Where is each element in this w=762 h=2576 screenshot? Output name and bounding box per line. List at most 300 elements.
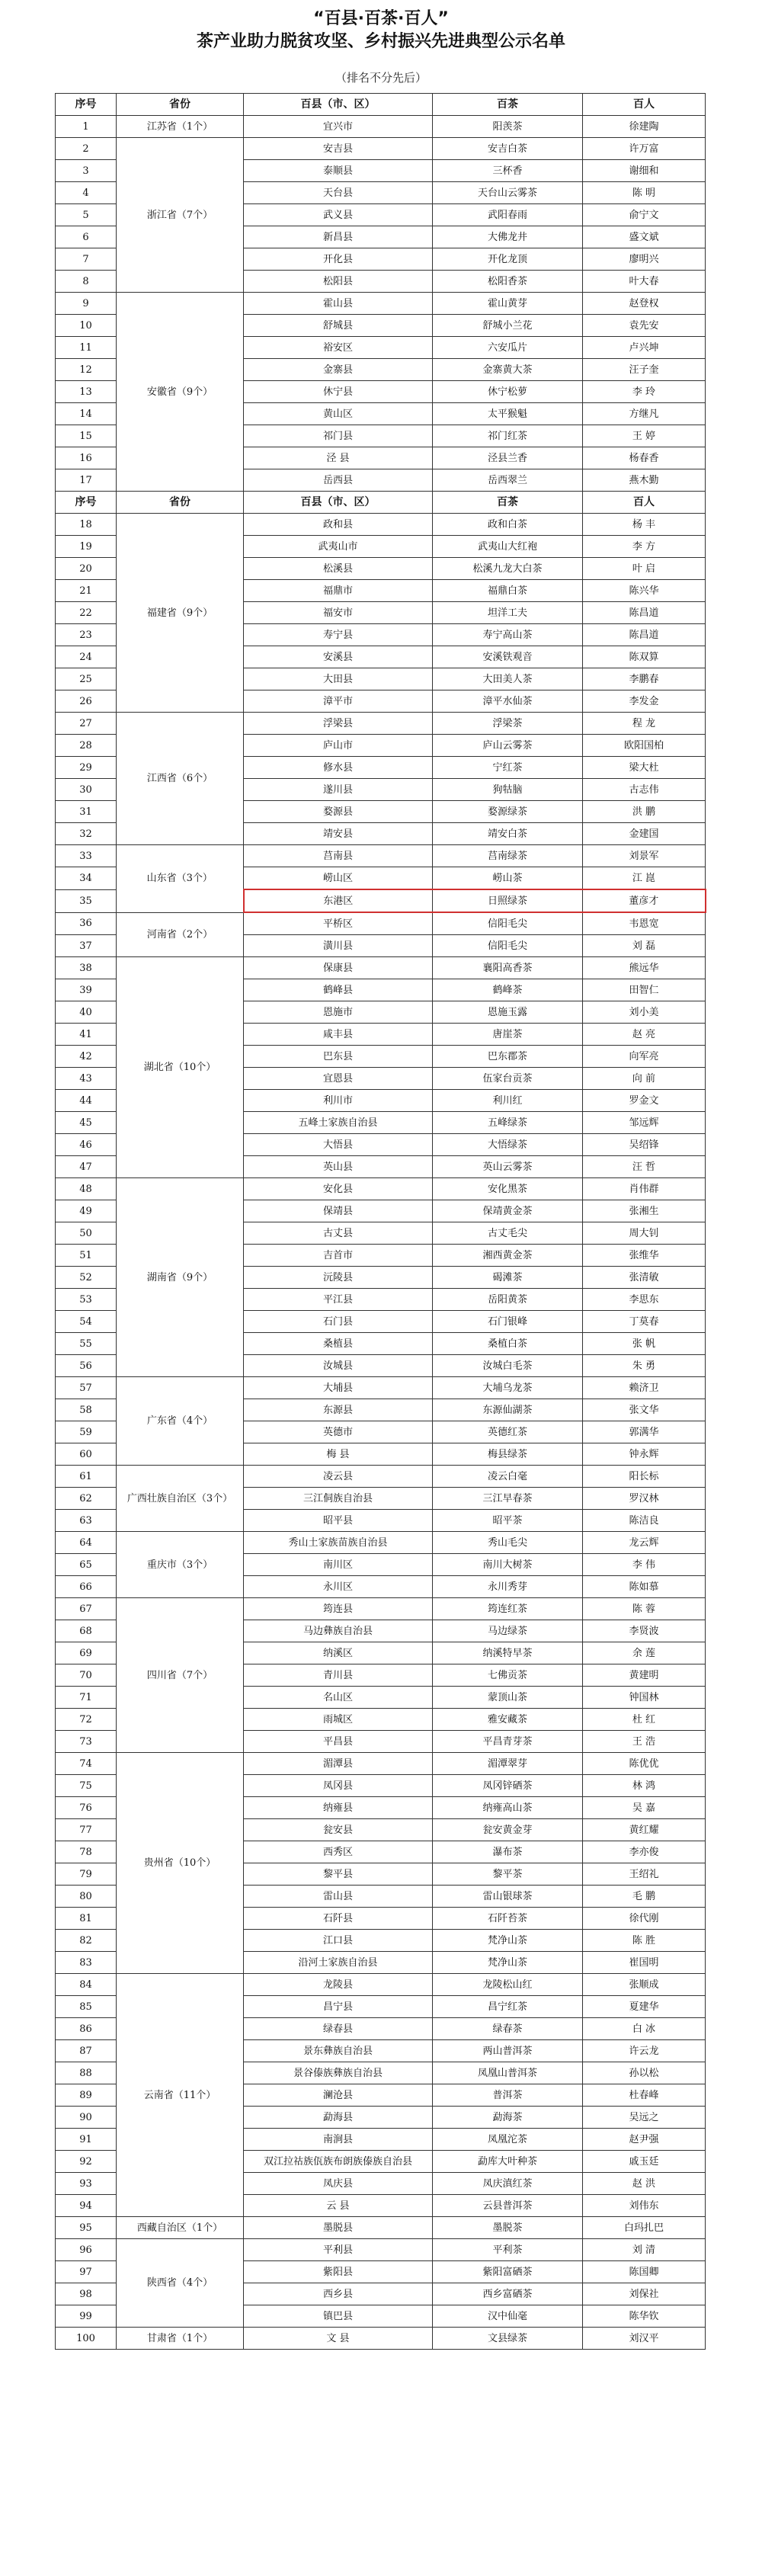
row-number: 99: [56, 2305, 117, 2328]
county-name: 漳平市: [244, 690, 433, 713]
county-name: 纳雍县: [244, 1797, 433, 1819]
tea-name: 坦洋工夫: [433, 602, 583, 624]
tea-name: 大埔乌龙茶: [433, 1377, 583, 1399]
person-name: 赵 亮: [583, 1024, 706, 1046]
tea-name: 东源仙湖茶: [433, 1399, 583, 1421]
tea-name: 伍家台贡茶: [433, 1068, 583, 1090]
person-name: 古志伟: [583, 779, 706, 801]
county-name: 松阳县: [244, 271, 433, 293]
person-name: 夏建华: [583, 1996, 706, 2018]
person-name: 郭满华: [583, 1421, 706, 1443]
row-number: 38: [56, 957, 117, 979]
row-number: 44: [56, 1090, 117, 1112]
person-name: 陈 蓉: [583, 1598, 706, 1620]
row-number: 28: [56, 735, 117, 757]
row-number: 81: [56, 1908, 117, 1930]
county-name: 雷山县: [244, 1886, 433, 1908]
row-number: 45: [56, 1112, 117, 1134]
tea-name: 利川红: [433, 1090, 583, 1112]
person-name: 肖伟群: [583, 1178, 706, 1200]
county-name: 双江拉祜族佤族布朗族傣族自治县: [244, 2151, 433, 2173]
row-number: 8: [56, 271, 117, 293]
tea-name: 汝城白毛茶: [433, 1355, 583, 1377]
tea-name: 庐山云雾茶: [433, 735, 583, 757]
county-name: 安溪县: [244, 646, 433, 668]
person-name: 杨春香: [583, 447, 706, 469]
row-number: 32: [56, 823, 117, 845]
tea-name: 墨脱茶: [433, 2217, 583, 2239]
person-name: 吴远之: [583, 2107, 706, 2129]
county-name: 平昌县: [244, 1731, 433, 1753]
person-name: 陈昌道: [583, 624, 706, 646]
county-name: 莒南县: [244, 845, 433, 867]
county-name: 松溪县: [244, 558, 433, 580]
row-number: 34: [56, 867, 117, 890]
row-number: 50: [56, 1222, 117, 1245]
person-name: 刘汉平: [583, 2328, 706, 2350]
tea-name: 松阳香茶: [433, 271, 583, 293]
header-tea: 百茶: [433, 94, 583, 116]
table-row: [56, 713, 706, 735]
person-name: 毛 鹏: [583, 1886, 706, 1908]
row-number: 24: [56, 646, 117, 668]
tea-name: 勐海茶: [433, 2107, 583, 2129]
person-name: 刘伟东: [583, 2195, 706, 2217]
county-name: 名山区: [244, 1687, 433, 1709]
person-name: 李贤波: [583, 1620, 706, 1642]
header-county: 百县（市、区）: [244, 492, 433, 514]
row-number: 22: [56, 602, 117, 624]
county-name: 咸丰县: [244, 1024, 433, 1046]
row-number: 47: [56, 1156, 117, 1178]
county-name: 遂川县: [244, 779, 433, 801]
table-row: [56, 1532, 706, 1554]
tea-name: 绿春茶: [433, 2018, 583, 2040]
person-name: 刘景军: [583, 845, 706, 867]
person-name: 张顺成: [583, 1974, 706, 1996]
person-name: 戚玉廷: [583, 2151, 706, 2173]
list-table: [55, 93, 706, 2350]
county-name: 泰顺县: [244, 160, 433, 182]
county-name: 庐山市: [244, 735, 433, 757]
row-number: 3: [56, 160, 117, 182]
county-name: 西秀区: [244, 1841, 433, 1863]
tea-name: 秀山毛尖: [433, 1532, 583, 1554]
tea-name: 安化黑茶: [433, 1178, 583, 1200]
row-number: 54: [56, 1311, 117, 1333]
row-number: 64: [56, 1532, 117, 1554]
county-name: 黄山区: [244, 403, 433, 425]
person-name: 罗汉林: [583, 1488, 706, 1510]
tea-name: 瀑布茶: [433, 1841, 583, 1863]
row-number: 16: [56, 447, 117, 469]
county-name: 大悟县: [244, 1134, 433, 1156]
county-name: 黎平县: [244, 1863, 433, 1886]
row-number: 68: [56, 1620, 117, 1642]
person-name: 张维华: [583, 1245, 706, 1267]
county-name: 梅 县: [244, 1443, 433, 1466]
county-name: 恩施市: [244, 1001, 433, 1024]
person-name: 黄建明: [583, 1664, 706, 1687]
person-name: 李亦俊: [583, 1841, 706, 1863]
row-number: 62: [56, 1488, 117, 1510]
person-name: 叶 启: [583, 558, 706, 580]
tea-name: 筠连红茶: [433, 1598, 583, 1620]
person-name: 李 方: [583, 536, 706, 558]
county-name: 靖安县: [244, 823, 433, 845]
county-name: 沅陵县: [244, 1267, 433, 1289]
person-name: 徐代刚: [583, 1908, 706, 1930]
person-name: 陈优优: [583, 1753, 706, 1775]
person-name: 金建国: [583, 823, 706, 845]
person-name: 卢兴坤: [583, 337, 706, 359]
person-name: 向军亮: [583, 1046, 706, 1068]
row-number: 79: [56, 1863, 117, 1886]
row-number: 86: [56, 2018, 117, 2040]
table-row: [56, 957, 706, 979]
header-row: [56, 94, 706, 116]
province-cell: 西藏自治区（1个）: [117, 2217, 244, 2239]
county-name: 景东彝族自治县: [244, 2040, 433, 2062]
person-name: 陈如慕: [583, 1576, 706, 1598]
person-name: 徐建陶: [583, 116, 706, 138]
person-name: 袁先安: [583, 315, 706, 337]
county-name: 平利县: [244, 2239, 433, 2261]
county-name: 舒城县: [244, 315, 433, 337]
tea-name: 信阳毛尖: [433, 935, 583, 957]
county-name: 安吉县: [244, 138, 433, 160]
person-name: 白玛扎巴: [583, 2217, 706, 2239]
county-name: 金寨县: [244, 359, 433, 381]
province-cell: 福建省（9个）: [117, 514, 244, 713]
person-name: 阳长标: [583, 1466, 706, 1488]
row-number: 69: [56, 1642, 117, 1664]
tea-name: 六安瓜片: [433, 337, 583, 359]
header-person: 百人: [583, 94, 706, 116]
person-name: 江 崑: [583, 867, 706, 890]
province-cell: 四川省（7个）: [117, 1598, 244, 1753]
county-name: 云 县: [244, 2195, 433, 2217]
county-name: 裕安区: [244, 337, 433, 359]
province-cell: 陕西省（4个）: [117, 2239, 244, 2328]
tea-name: 龙陵松山红: [433, 1974, 583, 1996]
tea-name: 梵净山茶: [433, 1930, 583, 1952]
row-number: 52: [56, 1267, 117, 1289]
tea-name: 三江早春茶: [433, 1488, 583, 1510]
province-cell: 广东省（4个）: [117, 1377, 244, 1466]
person-name: 龙云辉: [583, 1532, 706, 1554]
row-number: 71: [56, 1687, 117, 1709]
tea-name: 南川大树茶: [433, 1554, 583, 1576]
tea-name: 马边绿茶: [433, 1620, 583, 1642]
tea-name: 阳羡茶: [433, 116, 583, 138]
tea-name: 漳平水仙茶: [433, 690, 583, 713]
person-name: 赵登权: [583, 293, 706, 315]
person-name: 许云龙: [583, 2040, 706, 2062]
county-name: 昌宁县: [244, 1996, 433, 2018]
county-name: 沿河土家族自治县: [244, 1952, 433, 1974]
county-name: 潢川县: [244, 935, 433, 957]
row-number: 72: [56, 1709, 117, 1731]
table-row: [56, 514, 706, 536]
table-row: [56, 1178, 706, 1200]
table-row: [56, 1753, 706, 1775]
province-cell: 山东省（3个）: [117, 845, 244, 913]
tea-name: 湘西黄金茶: [433, 1245, 583, 1267]
tea-name: 安吉白茶: [433, 138, 583, 160]
row-number: 92: [56, 2151, 117, 2173]
person-name: 陈双算: [583, 646, 706, 668]
tea-name: 武阳春雨: [433, 204, 583, 226]
table-row: [56, 912, 706, 935]
person-name: 李发金: [583, 690, 706, 713]
tea-name: 勐库大叶种茶: [433, 2151, 583, 2173]
county-name: 大田县: [244, 668, 433, 690]
row-number: 57: [56, 1377, 117, 1399]
table-row: [56, 293, 706, 315]
person-name: 张湘生: [583, 1200, 706, 1222]
row-number: 46: [56, 1134, 117, 1156]
table-row: [56, 2217, 706, 2239]
person-name: 李思东: [583, 1289, 706, 1311]
row-number: 40: [56, 1001, 117, 1024]
tea-name: 昭平茶: [433, 1510, 583, 1532]
county-name: 凤冈县: [244, 1775, 433, 1797]
person-name: 李 玲: [583, 381, 706, 403]
county-name: 浮梁县: [244, 713, 433, 735]
header-no: 序号: [56, 94, 117, 116]
row-number: 43: [56, 1068, 117, 1090]
county-name: 福鼎市: [244, 580, 433, 602]
row-number: 18: [56, 514, 117, 536]
row-number: 14: [56, 403, 117, 425]
province-cell: 江苏省（1个）: [117, 116, 244, 138]
county-name: 祁门县: [244, 425, 433, 447]
row-number: 6: [56, 226, 117, 248]
county-name: 开化县: [244, 248, 433, 271]
tea-name: 政和白茶: [433, 514, 583, 536]
row-number: 97: [56, 2261, 117, 2283]
county-name: 宜恩县: [244, 1068, 433, 1090]
tea-name: 宁红茶: [433, 757, 583, 779]
tea-name: 岳西翠兰: [433, 469, 583, 492]
person-name: 董彦才: [583, 889, 706, 912]
row-number: 85: [56, 1996, 117, 2018]
county-name: 汝城县: [244, 1355, 433, 1377]
ranking-note: （排名不分先后）: [335, 71, 427, 85]
tea-name: 松溪九龙大白茶: [433, 558, 583, 580]
tea-name: 莒南绿茶: [433, 845, 583, 867]
row-number: 75: [56, 1775, 117, 1797]
person-name: 李 伟: [583, 1554, 706, 1576]
tea-name: 浮梁茶: [433, 713, 583, 735]
tea-name: 舒城小兰花: [433, 315, 583, 337]
tea-name: 纳雍高山茶: [433, 1797, 583, 1819]
tea-name: 鹤峰茶: [433, 979, 583, 1001]
county-name: 平江县: [244, 1289, 433, 1311]
county-name: 武义县: [244, 204, 433, 226]
row-number: 17: [56, 469, 117, 492]
tea-name: 福鼎白茶: [433, 580, 583, 602]
tea-name: 太平猴魁: [433, 403, 583, 425]
row-number: 87: [56, 2040, 117, 2062]
row-number: 19: [56, 536, 117, 558]
tea-name: 凤凰山普洱茶: [433, 2062, 583, 2084]
county-name: 鹤峰县: [244, 979, 433, 1001]
row-number: 53: [56, 1289, 117, 1311]
tea-name: 泾县兰香: [433, 447, 583, 469]
county-name: 霍山县: [244, 293, 433, 315]
tea-name: 汉中仙毫: [433, 2305, 583, 2328]
tea-name: 石阡苔茶: [433, 1908, 583, 1930]
row-number: 2: [56, 138, 117, 160]
province-cell: 甘肃省（1个）: [117, 2328, 244, 2350]
row-number: 83: [56, 1952, 117, 1974]
county-name: 古丈县: [244, 1222, 433, 1245]
row-number: 25: [56, 668, 117, 690]
header-person: 百人: [583, 492, 706, 514]
row-number: 37: [56, 935, 117, 957]
person-name: 陈洁良: [583, 1510, 706, 1532]
person-name: 程 龙: [583, 713, 706, 735]
row-number: 41: [56, 1024, 117, 1046]
person-name: 叶大春: [583, 271, 706, 293]
person-name: 熊远华: [583, 957, 706, 979]
row-number: 4: [56, 182, 117, 204]
county-name: 大埔县: [244, 1377, 433, 1399]
county-name: 镇巴县: [244, 2305, 433, 2328]
tea-name: 安溪铁观音: [433, 646, 583, 668]
row-number: 13: [56, 381, 117, 403]
row-number: 73: [56, 1731, 117, 1753]
row-number: 94: [56, 2195, 117, 2217]
person-name: 俞宁文: [583, 204, 706, 226]
tea-name: 大悟绿茶: [433, 1134, 583, 1156]
row-number: 36: [56, 912, 117, 935]
tea-name: 瓮安黄金芽: [433, 1819, 583, 1841]
county-name: 绿春县: [244, 2018, 433, 2040]
row-number: 59: [56, 1421, 117, 1443]
county-name: 西乡县: [244, 2283, 433, 2305]
header-row-repeat: [56, 492, 706, 514]
county-name: 巴东县: [244, 1046, 433, 1068]
table-row: [56, 1466, 706, 1488]
row-number: 31: [56, 801, 117, 823]
person-name: 洪 鹏: [583, 801, 706, 823]
person-name: 方继凡: [583, 403, 706, 425]
tea-name: 七佛贡茶: [433, 1664, 583, 1687]
tea-name: 寿宁高山茶: [433, 624, 583, 646]
row-number: 82: [56, 1930, 117, 1952]
county-name: 修水县: [244, 757, 433, 779]
row-number: 30: [56, 779, 117, 801]
province-cell: 安徽省（9个）: [117, 293, 244, 492]
tea-name: 普洱茶: [433, 2084, 583, 2107]
province-cell: 湖北省（10个）: [117, 957, 244, 1178]
row-number: 56: [56, 1355, 117, 1377]
tea-name: 凤庆滇红茶: [433, 2173, 583, 2195]
person-name: 王 浩: [583, 1731, 706, 1753]
county-name: 勐海县: [244, 2107, 433, 2129]
tea-name: 平利茶: [433, 2239, 583, 2261]
row-number: 74: [56, 1753, 117, 1775]
row-number: 95: [56, 2217, 117, 2239]
person-name: 杨 丰: [583, 514, 706, 536]
county-name: 湄潭县: [244, 1753, 433, 1775]
county-name: 福安市: [244, 602, 433, 624]
county-name: 文 县: [244, 2328, 433, 2350]
person-name: 陈 明: [583, 182, 706, 204]
person-name: 陈昌道: [583, 602, 706, 624]
county-name: 龙陵县: [244, 1974, 433, 1996]
row-number: 23: [56, 624, 117, 646]
row-number: 21: [56, 580, 117, 602]
county-name: 寿宁县: [244, 624, 433, 646]
row-number: 12: [56, 359, 117, 381]
person-name: 余 莲: [583, 1642, 706, 1664]
row-number: 84: [56, 1974, 117, 1996]
county-name: 马边彝族自治县: [244, 1620, 433, 1642]
table-row: [56, 2239, 706, 2261]
row-number: 29: [56, 757, 117, 779]
row-number: 61: [56, 1466, 117, 1488]
tea-name: 纳溪特早茶: [433, 1642, 583, 1664]
row-number: 80: [56, 1886, 117, 1908]
county-name: 筠连县: [244, 1598, 433, 1620]
tea-name: 西乡富硒茶: [433, 2283, 583, 2305]
county-name: 景谷傣族彝族自治县: [244, 2062, 433, 2084]
person-name: 陈兴华: [583, 580, 706, 602]
header-province: 省份: [117, 492, 244, 514]
tea-name: 大田美人茶: [433, 668, 583, 690]
county-name: 瓮安县: [244, 1819, 433, 1841]
county-name: 东港区: [244, 889, 433, 912]
row-number: 90: [56, 2107, 117, 2129]
person-name: 罗金文: [583, 1090, 706, 1112]
county-name: 石门县: [244, 1311, 433, 1333]
tea-name: 凤凰沱茶: [433, 2129, 583, 2151]
person-name: 刘保社: [583, 2283, 706, 2305]
row-number: 91: [56, 2129, 117, 2151]
row-number: 15: [56, 425, 117, 447]
table-row: [56, 845, 706, 867]
person-name: 陈 胜: [583, 1930, 706, 1952]
row-number: 55: [56, 1333, 117, 1355]
person-name: 欧阳国柏: [583, 735, 706, 757]
tea-name: 昌宁红茶: [433, 1996, 583, 2018]
county-name: 利川市: [244, 1090, 433, 1112]
row-number: 76: [56, 1797, 117, 1819]
person-name: 杜春峰: [583, 2084, 706, 2107]
county-name: 天台县: [244, 182, 433, 204]
tea-name: 紫阳富硒茶: [433, 2261, 583, 2283]
person-name: 钟永辉: [583, 1443, 706, 1466]
person-name: 汪子奎: [583, 359, 706, 381]
person-name: 吴绍锋: [583, 1134, 706, 1156]
table-row: [56, 116, 706, 138]
province-cell: 浙江省（7个）: [117, 138, 244, 293]
tea-name: 文县绿茶: [433, 2328, 583, 2350]
person-name: 杜 红: [583, 1709, 706, 1731]
person-name: 李鹏春: [583, 668, 706, 690]
person-name: 谢细和: [583, 160, 706, 182]
county-name: 泾 县: [244, 447, 433, 469]
row-number: 35: [56, 889, 117, 912]
county-name: 武夷山市: [244, 536, 433, 558]
tea-name: 狗牯脑: [433, 779, 583, 801]
row-number: 39: [56, 979, 117, 1001]
person-name: 张 帆: [583, 1333, 706, 1355]
